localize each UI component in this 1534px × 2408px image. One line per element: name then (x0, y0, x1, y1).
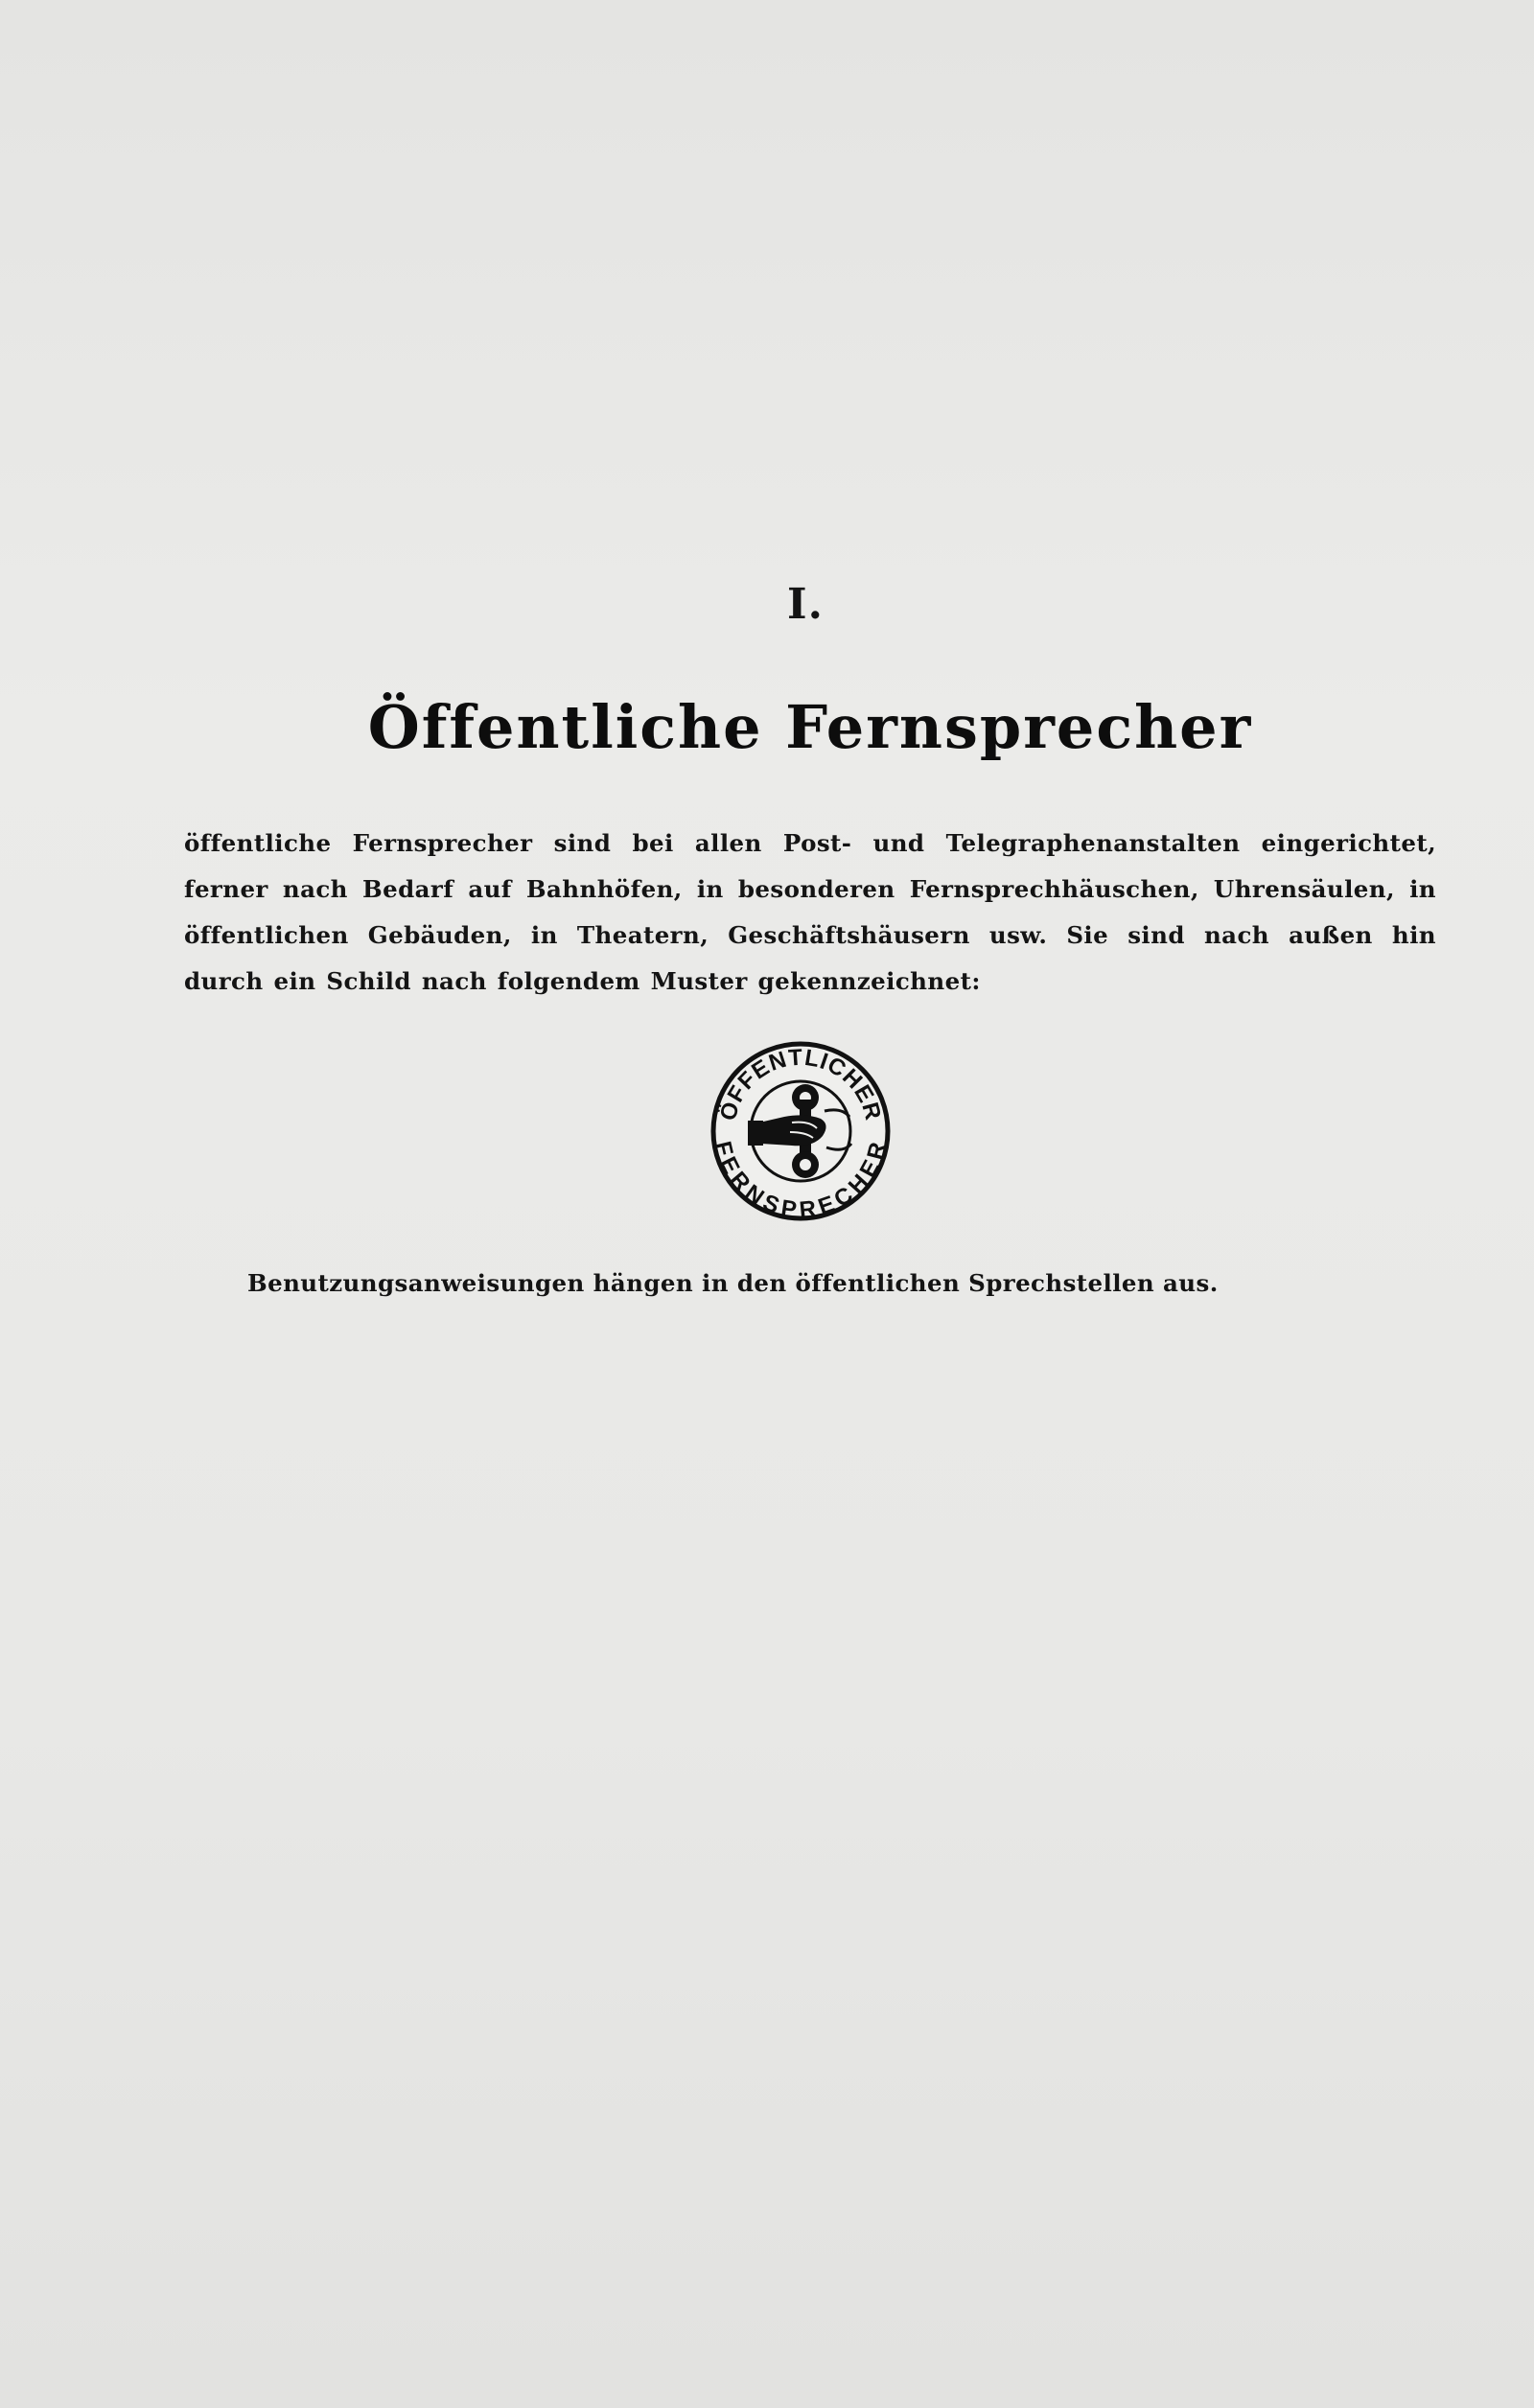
usage-note: Benutzungsanweisungen hängen in den öffentlichen Sprechstellen aus. (247, 1269, 1219, 1297)
paragraph-line: öffentliche Fernsprecher sind bei allen Post- und Telegraphenanstalten eingerichtet, (184, 829, 1436, 857)
emblem-bottom-text: FERNSPRECHER (709, 1139, 892, 1222)
body-paragraph (184, 821, 1436, 1005)
section-number: I. (787, 580, 824, 629)
public-telephone-sign-emblem (709, 1040, 892, 1222)
emblem-top-text: ÖFFENTLICHER (714, 1044, 887, 1124)
paragraph-line: durch ein Schild nach folgendem Muster gekennzeichnet: (184, 967, 981, 995)
paragraph-line: öffentlichen Gebäuden, in Theatern, Geschäftshäusern usw. Sie sind nach außen hin (184, 921, 1436, 949)
page-title: Öffentliche Fernsprecher (367, 692, 1253, 762)
paragraph-line: ferner nach Bedarf auf Bahnhöfen, in besonderen Fernsprechhäuschen, Uhrensäulen, in (184, 875, 1436, 903)
